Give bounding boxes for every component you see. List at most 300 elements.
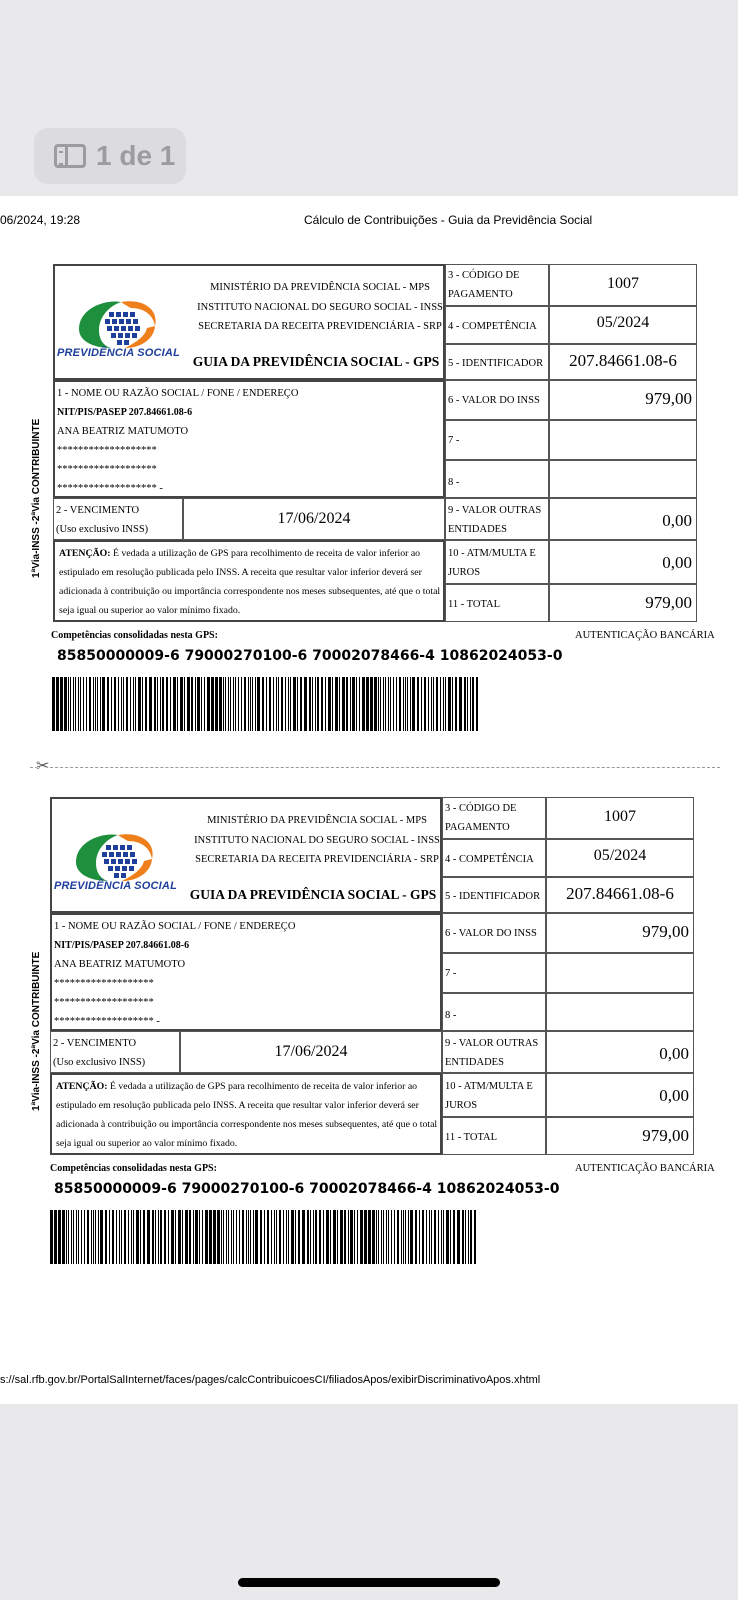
barcode-bar [285,677,286,731]
barcode-bar [143,1210,145,1264]
barcode-bar [171,1210,174,1264]
barcode-bar [58,1210,61,1264]
barcode-bar [255,1210,258,1264]
barcode-bar [339,677,340,731]
barcode-bar [184,677,185,731]
barcode-bar [309,677,311,731]
barcode-bar [213,1210,216,1264]
barcode-bar [68,677,69,731]
barcode-bar [470,1210,472,1264]
barcode-bar [273,677,274,731]
barcode-bar [422,1210,424,1264]
barcode-bar [376,1210,377,1264]
barcode-bar [250,1210,251,1264]
barcode-bar [160,1210,162,1264]
barcode-bar [246,1210,247,1264]
barcode-bar [138,677,141,731]
nit-line: NIT/PIS/PASEP 207.84661.08-6 [57,407,193,418]
barcode-bar [394,1210,395,1264]
barcode-bar [126,677,128,731]
org-line-mps: MINISTÉRIO DA PREVIDÊNCIA SOCIAL - MPS [210,282,430,293]
barcode-bar [330,1210,331,1264]
org-lines [185,278,455,337]
barcode-bar [428,677,429,731]
barcode-bar [283,1210,284,1264]
barcode-bar [441,1210,442,1264]
barcode-bar [121,677,122,731]
barcode-bar [360,1210,363,1264]
barcode-bar [73,677,74,731]
barcode-bar [107,677,109,731]
field-9-value: 0,00 [549,498,697,540]
barcode-bar [80,677,81,731]
barcode-bar [118,677,119,731]
barcode-bar [310,1210,311,1264]
barcode-bar [187,677,190,731]
barcode-bar [335,677,338,731]
page-indicator[interactable] [34,128,186,184]
barcode-bar [131,1210,132,1264]
barcode-bar [359,677,360,731]
barcode-bar [257,677,260,731]
barcode-bar [472,677,474,731]
barcode-bar [84,1210,85,1264]
field-7-value [546,953,694,993]
barcode-bar [154,677,156,731]
barcode-bar [211,677,214,731]
barcode-bar [133,677,134,731]
barcode-bar [239,1210,240,1264]
via-label: 1ªVia-INSS -2ªVia CONTRIBUINTE [31,418,42,578]
barcode-bar [464,677,466,731]
barcode-bar [408,1210,409,1264]
logo-text: PREVIDÊNCIA SOCIAL [54,880,177,892]
barcode-bar [415,1210,417,1264]
field-8-value [546,993,694,1031]
barcode-bar [443,1210,444,1264]
barcode-bar [356,677,357,731]
barcode-bar [290,677,291,731]
field-5-value: 207.84661.08-6 [546,877,694,913]
barcode-bar [366,677,369,731]
barcode-bar [325,677,326,731]
barcode-bar [354,1210,355,1264]
barcode-bar [457,1210,460,1264]
org-line-inss: INSTITUTO NACIONAL DO SEGURO SOCIAL - INSS [197,301,443,313]
org-line-inss: INSTITUTO NACIONAL DO SEGURO SOCIAL - INSS [194,834,440,846]
barcode-bar [391,1210,392,1264]
masked-line-1: ******************* [54,978,154,989]
barcode-bar [228,677,229,731]
field-7-label: 7 - [445,420,549,460]
barcode-bar [202,1210,203,1264]
org-line-srp: SECRETARIA DA RECEITA PREVIDENCIÁRIA - SRP [195,854,439,865]
barcode-bar [332,677,333,731]
barcode-bar [133,1210,134,1264]
field-9-value: 0,00 [546,1031,694,1073]
barcode-bar [462,1210,464,1264]
barcode-bar [136,1210,139,1264]
barcode-bar [248,677,249,731]
barcode-bar [142,677,143,731]
masked-line-1: ******************* [57,445,157,456]
barcode-bar [73,1210,74,1264]
barcode-bar [446,1210,449,1264]
field-5-value: 207.84661.08-6 [549,344,697,380]
barcode-bar [130,677,131,731]
barcode-bar [264,1210,265,1264]
barcode-bar [87,1210,89,1264]
barcode-bar [266,677,267,731]
barcode-bar [182,1210,183,1264]
barcode-bar [236,1210,237,1264]
attention-text: ATENÇÃO: É vedada a utilização de GPS para recolhimento de receita de valor inferior ao estipulado em resolução publicada pelo INSS. A receita que resultar valor inferior deverá ser adicionada à contribuição ou importância correspondente nos meses subsequentes, até que o total seja igual ou superior ao valor mínimo fixado. [59,548,441,616]
barcode-bar [304,677,307,731]
barcode-bar [97,677,98,731]
barcode-bar [419,1210,420,1264]
barcode-bar [226,1210,227,1264]
field-3-label: 3 - CÓDIGO DE PAGAMENTO [442,797,546,839]
barcode-bar [119,1210,120,1264]
barcode-bar [195,1210,198,1264]
barcode-bar [71,1210,72,1264]
barcode-bar [255,677,256,731]
barcode-bar [401,1210,402,1264]
barcode-bar [386,1210,387,1264]
barcode-bar [459,677,462,731]
field-5-label: 5 - IDENTIFICADOR [442,877,546,913]
field-11-label: 11 - TOTAL [445,584,549,622]
field-5-label: 5 - IDENTIFICADOR [445,344,549,380]
barcode-bar [298,1210,300,1264]
barcode-bar [340,1210,343,1264]
auth-label: AUTENTICAÇÃO BANCÁRIA [575,630,715,641]
field-2-value: 17/06/2024 [180,1031,442,1073]
barcode-bar [424,677,426,731]
barcode-bar [241,677,242,731]
competencias-label: Competências consolidadas nesta GPS: [50,1163,217,1174]
field-3-label: 3 - CÓDIGO DE PAGAMENTO [445,264,549,306]
barcode-bar [189,1210,191,1264]
barcode-bar [380,677,381,731]
header-block [50,797,442,913]
barcode-bar [293,677,296,731]
barcode-bar [175,1210,176,1264]
barcode-bar [403,677,404,731]
print-datetime: 06/2024, 19:28 [0,213,81,227]
barcode-bar [166,677,168,731]
barcode-bar [147,1210,150,1264]
barcode-bar [135,677,136,731]
cut-line [30,767,720,768]
barcode-bar [470,677,471,731]
gps-title: GUIA DA PREVIDÊNCIA SOCIAL - GPS [189,887,437,902]
barcode-bar [253,1210,254,1264]
barcode-bar [302,1210,305,1264]
contributor-block [53,380,445,498]
barcode-bar [68,1210,69,1264]
barcode-bar [170,677,171,731]
barcode-bar [286,1210,287,1264]
barcode-bar [105,1210,107,1264]
barcode [52,677,482,731]
barcode-bar [164,1210,166,1264]
barcode-bar [350,1210,353,1264]
field-9-label: 9 - VALOR OUTRAS ENTIDADES [445,498,549,540]
contributor-name: ANA BEATRIZ MATUMOTO [57,426,189,437]
barcode-bar [440,677,441,731]
field-11-label: 11 - TOTAL [442,1117,546,1155]
attention-text: ATENÇÃO: É vedada a utilização de GPS para recolhimento de receita de valor inferior ao estipulado em resolução publicada pelo INSS. A receita que resultar valor inferior deverá ser adicionada à contribuição ou importância correspondente nos meses subsequentes, até que o total seja igual ou superior ao valor mínimo fixado. [56,1081,438,1149]
barcode-bar [124,1210,126,1264]
barcode-bar [248,1210,249,1264]
barcode-bar [388,1210,389,1264]
barcode-bar [223,1210,224,1264]
barcode-bar [364,1210,367,1264]
barcode-bar [205,1210,208,1264]
barcode-bar [111,677,112,731]
barcode-bar [393,677,394,731]
field-8-label: 8 - [442,993,546,1031]
barcode-bar [381,1210,382,1264]
field-4-label: 4 - COMPETÊNCIA [445,306,549,344]
org-lines [182,811,452,870]
barcode-bar [431,677,432,731]
home-indicator[interactable] [238,1578,500,1587]
field-8-value [549,460,697,498]
barcode-bar [445,677,446,731]
barcode-bar [76,1210,77,1264]
barcode-bar [319,1210,321,1264]
barcode-bar [250,677,251,731]
barcode-bar [328,677,331,731]
barcode-bar [64,677,67,731]
barcode-bar [434,1210,436,1264]
barcode-bar [235,677,236,731]
barcode-bar [215,677,218,731]
barcode-bar [271,1210,272,1264]
barcode-bar [426,1210,427,1264]
barcode-bar [372,1210,375,1264]
barcode-bar [231,1210,232,1264]
barcode-bar [199,1210,200,1264]
barcode-bar [89,677,91,731]
barcode-bar [368,1210,371,1264]
field-7-value [549,420,697,460]
barcode-bar [307,1210,309,1264]
field-4-value: 05/2024 [546,839,694,877]
barcode-bar [448,677,451,731]
barcode-bar [288,677,289,731]
footer-url: s://sal.rfb.gov.br/PortalSalInternet/faces/pages/calcContribuicoesCI/filiadosApos/exibirDiscriminativoApos.xhtml [0,1374,541,1386]
barcode-bar [443,677,444,731]
barcode-bar [62,1210,65,1264]
barcode-bar [431,1210,432,1264]
barcode-bar [158,1210,159,1264]
barcode-bar [252,677,253,731]
field-2-label: 2 - VENCIMENTO (Uso exclusivo INSS) [53,498,183,540]
barcode-bar [152,1210,154,1264]
barcode-bar [219,677,222,731]
barcode-bar [262,677,264,731]
barcode-bar [410,1210,413,1264]
barcode-bar [260,1210,262,1264]
barcode-bar [223,677,224,731]
barcode-bar [207,677,210,731]
barcode-bar [50,1210,53,1264]
barcode-bar [312,677,313,731]
field-8-label: 8 - [445,460,549,498]
barcode-bar [455,677,457,731]
contributor-block [50,913,442,1031]
barcode-bar [465,1210,466,1264]
field-1-label: 1 - NOME OU RAZÃO SOCIAL / FONE / ENDEREÇO [54,921,296,932]
barcode-bar [93,1210,94,1264]
barcode-bar [410,677,411,731]
barcode-digits: 85850000009-6 79000270100-6 70002078466-4 10862024053-0 [54,1181,560,1197]
attention-block [50,1073,442,1155]
barcode-bar [344,1210,346,1264]
barcode-bar [315,1210,317,1264]
barcode-bar [121,1210,122,1264]
barcode-bar [100,1210,103,1264]
masked-line-3: ******************* - [54,1016,160,1027]
barcode-bar [66,1210,67,1264]
barcode-bar [112,1210,114,1264]
barcode-bar [403,1210,404,1264]
barcode-bar [91,1210,92,1264]
barcode-bar [197,677,200,731]
barcode-bar [276,1210,277,1264]
barcode-bar [317,677,319,731]
barcode-bar [100,677,101,731]
barcode-bar [421,677,422,731]
field-6-value: 979,00 [546,913,694,953]
gps-title: GUIA DA PREVIDÊNCIA SOCIAL - GPS [192,354,440,369]
barcode-bar [383,677,384,731]
barcode-bar [168,1210,169,1264]
barcode-bar [453,1210,455,1264]
barcode-bar [178,1210,181,1264]
barcode-bar [323,1210,324,1264]
barcode-bar [374,677,377,731]
barcode-bar [279,1210,281,1264]
barcode-bar [52,677,55,731]
barcode-bar [388,677,389,731]
barcode-bar [140,1210,141,1264]
masked-line-2: ******************* [57,464,157,475]
barcode-bar [429,1210,430,1264]
barcode-bar [412,677,415,731]
document-page [0,196,738,1404]
barcode-bar [474,1210,476,1264]
barcode-bar [269,677,271,731]
barcode-bar [357,1210,358,1264]
field-4-label: 4 - COMPETÊNCIA [442,839,546,877]
masked-line-3: ******************* - [57,483,163,494]
barcode-bar [333,1210,336,1264]
barcode-bar [274,1210,275,1264]
scissors-icon: ✂ [36,756,50,775]
barcode-bar [378,677,379,731]
barcode-bar [452,677,453,731]
barcode-bar [75,677,76,731]
masked-line-2: ******************* [54,997,154,1008]
barcode-bar [433,677,434,731]
auth-label: AUTENTICAÇÃO BANCÁRIA [575,1163,715,1174]
barcode-bar [288,1210,289,1264]
barcode-bar [276,677,277,731]
barcode-bar [230,677,231,731]
barcode-bar [313,1210,314,1264]
barcode-bar [78,677,79,731]
logo-text: PREVIDÊNCIA SOCIAL [57,347,180,359]
barcode-bar [102,677,105,731]
field-2-value: 17/06/2024 [183,498,445,540]
barcode-bar [321,677,323,731]
field-1-label: 1 - NOME OU RAZÃO SOCIAL / FONE / ENDEREÇO [57,388,299,399]
barcode-bar [193,1210,194,1264]
barcode-bar [295,1210,296,1264]
barcode-bar [476,677,478,731]
barcode-bar [201,677,202,731]
barcode-bar [238,677,239,731]
barcode-bar [337,1210,338,1264]
barcode-bar [95,1210,96,1264]
barcode-bar [397,1210,399,1264]
barcode-bar [352,677,355,731]
barcode-bar [145,677,147,731]
via-label: 1ªVia-INSS -2ªVia CONTRIBUINTE [31,951,42,1111]
field-6-label: 6 - VALOR DO INSS [442,913,546,953]
barcode-bar [342,677,345,731]
barcode-bar [242,1210,244,1264]
barcode-bar [185,1210,188,1264]
barcode-bar [93,677,94,731]
barcode-bar [385,677,386,731]
field-10-value: 0,00 [546,1073,694,1117]
barcode-bar [70,677,71,731]
barcode-bar [221,1210,222,1264]
barcode-bar [362,677,365,731]
barcode-bar [217,1210,220,1264]
barcode-bar [370,677,373,731]
field-3-value: 1007 [546,797,694,839]
barcode-bar [405,1210,406,1264]
barcode-bar [209,1210,212,1264]
barcode-bar [56,677,59,731]
barcode-bar [191,677,193,731]
barcode-bar [438,1210,439,1264]
barcode-bar [114,677,116,731]
barcode-bar [346,677,348,731]
barcode-bar [281,677,283,731]
barcode-bar [98,1210,99,1264]
field-10-value: 0,00 [549,540,697,584]
field-11-value: 979,00 [546,1117,694,1155]
barcode-bar [291,1210,294,1264]
barcode-bar [396,677,397,731]
barcode-bar [155,1210,156,1264]
barcode-bar [81,1210,82,1264]
field-9-label: 9 - VALOR OUTRAS ENTIDADES [442,1031,546,1073]
print-title: Cálculo de Contribuições - Guia da Previdência Social [304,213,593,227]
barcode-bar [173,677,176,731]
barcode-bar [149,677,152,731]
barcode-bar [390,677,391,731]
barcode-bar [177,677,178,731]
page-indicator-label: 1 de 1 [96,140,176,171]
